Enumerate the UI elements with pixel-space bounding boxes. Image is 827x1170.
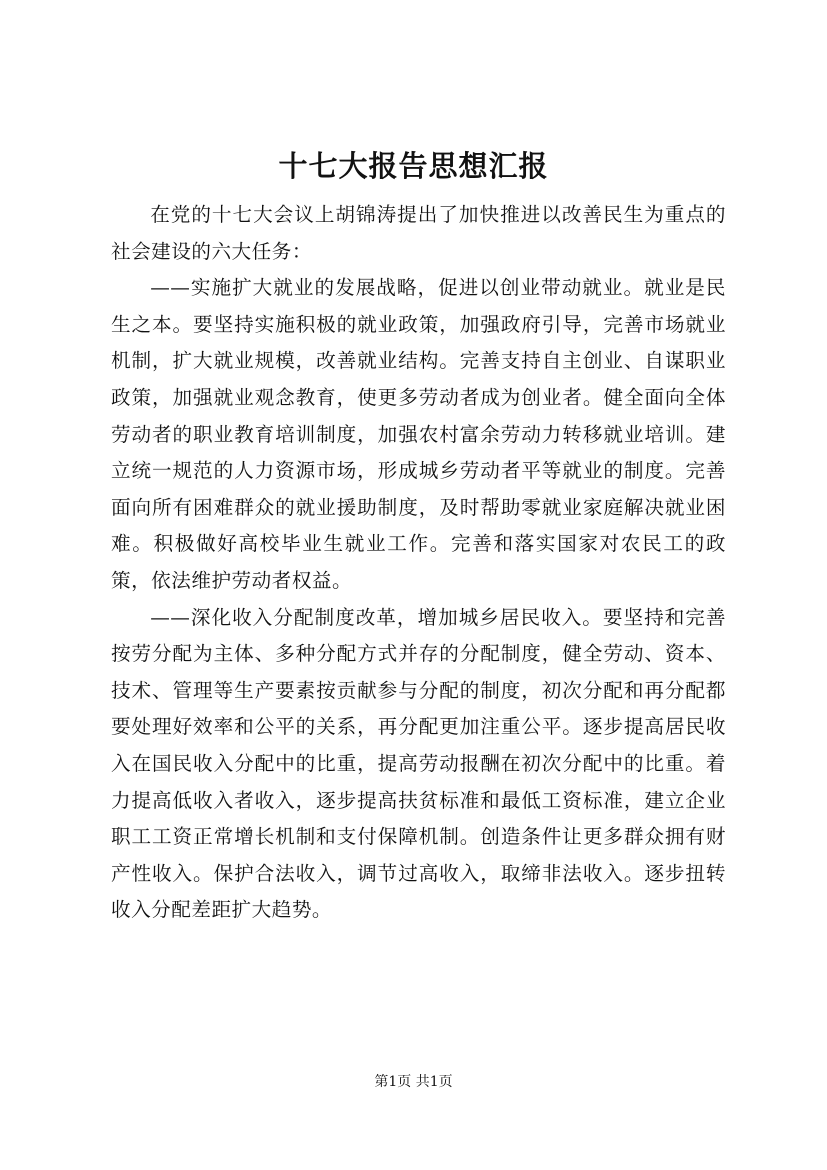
paragraph-income-distribution: ——深化收入分配制度改革，增加城乡居民收入。要坚持和完善按劳分配为主体、多种分配方式并存的分配制度，健全劳动、资本、技术、管理等生产要素按贡献参与分配的制度，初次分配和再分配都要处理好效率和公平的关系，再分配更加注重公平。逐步提高居民收入在国民收入分配中的比重，提高劳动报酬在初次分配中的比重。着力提高低收入者收入，逐步提高扶贫标准和最低工资标准，建立企业职工工资正常增长机制和支付保障机制。创造条件让更多群众拥有财产性收入。保护合法收入，调节过高收入，取缔非法收入。逐步扭转收入分配差距扩大趋势。 bbox=[111, 605, 726, 922]
paragraph-employment: ——实施扩大就业的发展战略，促进以创业带动就业。就业是民生之本。要坚持实施积极的就业政策，加强政府引导，完善市场就业机制，扩大就业规模，改善就业结构。完善支持自主创业、自谋职业政策，加强就业观念教育，使更多劳动者成为创业者。健全面向全体劳动者的职业教育培训制度，加强农村富余劳动力转移就业培训。建立统一规范的人力资源市场，形成城乡劳动者平等就业的制度。完善面向所有困难群众的就业援助制度，及时帮助零就业家庭解决就业困难。积极做好高校毕业生就业工作。完善和落实国家对农民工的政策，依法维护劳动者权益。 bbox=[111, 276, 726, 592]
page-footer: 第1页 共1页 bbox=[374, 1074, 453, 1090]
paragraph-intro: 在党的十七大会议上胡锦涛提出了加快推进以改善民生为重点的社会建设的六大任务： bbox=[111, 203, 726, 263]
document-body bbox=[111, 197, 726, 929]
document-title: 十七大报告思想汇报 bbox=[278, 149, 549, 183]
